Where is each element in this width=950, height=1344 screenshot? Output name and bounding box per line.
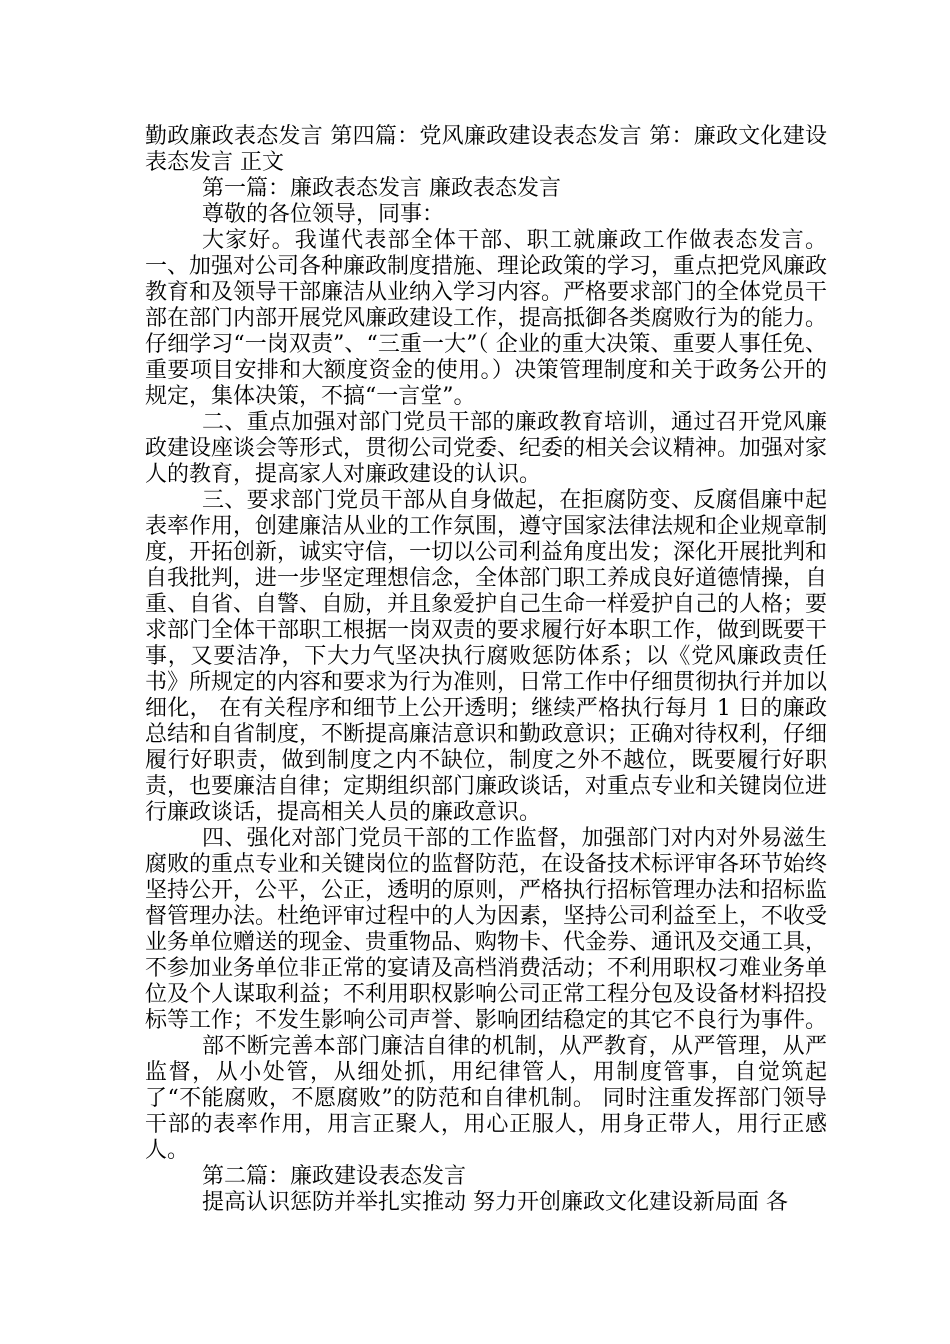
section-title-1: 第一篇：廉政表态发言 廉政表态发言 [202,176,561,201]
document-page [145,124,827,1216]
salutation: 尊敬的各位领导，同事： [202,202,445,227]
paragraph-3: 三、要求部门党员干部从自身做起，在拒腐防变、反腐倡廉中起表率作用，创建廉洁从业的工作氛围，遵守国家法律法规和企业规章制度，开拓创新，诚实守信，一切以公司利益角度出发；深化开展批判和自我批判，进一步坚定理想信念，全体部门职工养成良好道德情操，自重、自省、自警、自励，并且象爱护自己生命一样爱护自己的人格；要求部门全体干部职工根据一岗双责的要求履行好本职工作，做到既要干事，又要洁净，下大力气坚决执行腐败惩防体系；以《党风廉政责任书》所规定的内容和要求为行为准则，日常工作中仔细贯彻执行并加以细化， 在有关程序和细节上公开透明；继续严格执行每月 1 日的廉政总结和自省制度，不断提高廉洁意识和勤政意识；正确对待权利，仔细履行好职责，做到制度之内不缺位，制度之外不越位，既要履行好职责，也要廉洁自律；定期组织部门廉政谈话，对重点专业和关键岗位进行廉政谈话，提高相关人员的廉政意识。 [145,488,828,825]
paragraph-5: 部不断完善本部门廉洁自律的机制，从严教育，从严管理，从严监督，从小处管，从细处抓，用纪律管人，用制度管事，自觉筑起了“不能腐败，不愿腐败”的防范和自律机制。 同时注重发挥部门领导干部的表率作用，用言正聚人，用心正服人，用身正带人，用行正感人。 [145,1034,827,1163]
section-title-2: 第二篇：廉政建设表态发言 [202,1164,467,1189]
paragraph-2: 二、重点加强对部门党员干部的廉政教育培训，通过召开党风廉政建设座谈会等形式，贯彻公司党委、纪委的相关会议精神。加强对家人的教育，提高家人对廉政建设的认识。 [145,410,828,487]
paragraph-6: 提高认识惩防并举扎实推动 努力开创廉政文化建设新局面 各 [202,1190,788,1215]
paragraph-1: 大家好。我谨代表部全体干部、职工就廉政工作做表态发言。一、加强对公司各种廉政制度措施、理论政策的学习，重点把党风廉政教育和及领导干部廉洁从业纳入学习内容。严格要求部门的全体党员干部在部门内部开展党风廉政建设工作，提高抵御各类腐败行为的能力。仔细学习“一岗双责”、“三重一大”（ 企业的重大决策、重要人事任免、重要项目安排和大额度资金的使用。）决策管理制度和关于政务公开的规定，集体决策，不搞“一言堂”。 [145,228,828,409]
doc-heading: 勤政廉政表态发言 第四篇：党风廉政建设表态发言 第：廉政文化建设表态发言 正文 [145,124,827,175]
paragraph-4: 四、强化对部门党员干部的工作监督，加强部门对内对外易滋生腐败的重点专业和关键岗位的监督防范，在设备技术标评审各环节始终坚持公开，公平，公正，透明的原则，严格执行招标管理办法和招标监督管理办法。杜绝评审过程中的人为因素，坚持公司利益至上，不收受业务单位赠送的现金、贵重物品、购物卡、代金券、通讯及交通工具，不参加业务单位非正常的宴请及高档消费活动；不利用职权刁难业务单位及个人谋取利益；不利用职权影响公司正常工程分包及设备材料招投标等工作；不发生影响公司声誉、影响团结稳定的其它不良行为事件。 [145,826,828,1033]
